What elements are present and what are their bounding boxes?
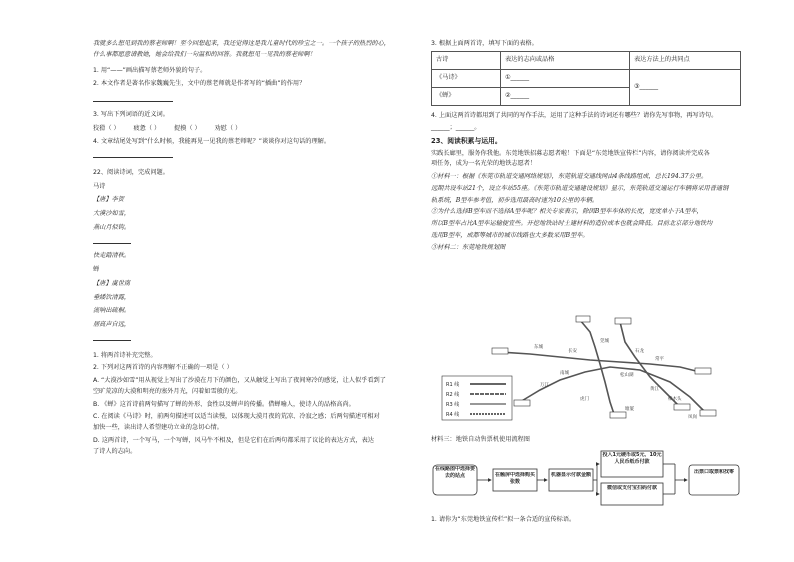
poem1-title: 马诗 — [93, 182, 106, 190]
map-label: 莞城 — [600, 339, 609, 344]
synonym-item: 疲惫（ ） — [133, 124, 161, 132]
map-label: 东城 — [534, 345, 543, 350]
station-marker — [514, 400, 530, 406]
poem-blank[interactable] — [93, 335, 131, 341]
material-line: 轨系统，B型车参考值，初步选用最高时速为10公里的车辆。 — [431, 196, 599, 204]
station-marker — [615, 318, 631, 324]
poem1-author: 【唐】李贺 — [93, 196, 124, 204]
flow-text-wrap — [602, 485, 662, 503]
answer-blank[interactable] — [93, 96, 173, 102]
flow-text-wrap — [434, 466, 476, 494]
poem-blank[interactable] — [93, 238, 131, 244]
legend-label: R3 线 — [446, 402, 460, 408]
option-d-cont: 了诗人的志向。 — [93, 447, 137, 455]
map-label: 万江 — [540, 383, 549, 388]
legend-label: R2 线 — [446, 392, 460, 398]
question-3: 3. 写出下列词语的近义词。 — [93, 110, 169, 118]
question-2: 2. 本文作者是著名作家魏巍先生，文中的蔡老师就是作者写的“插曲”的作用？ — [93, 80, 306, 88]
poem-line: 垂緌饮清露， — [93, 293, 131, 301]
sub-question-1: 1. 将两首诗补充完整。 — [93, 351, 157, 359]
practice-line: 项任务，成为一名光荣的地铁志愿者！ — [431, 160, 537, 168]
answer-line[interactable]: ______；______。 — [431, 123, 481, 131]
material-line: ①材料一：根据《东莞市轨道交通网络规划》，东莞轨道交通线网由4条线路组成，总长194.37公里。 — [431, 173, 708, 181]
poem-line: 居高声自远， — [93, 321, 131, 328]
question-4: 4. 文章结尾处写到“什么时候，我能再见一见我的蔡老师呢？”谈谈你对这句话的理解。 — [93, 138, 331, 146]
flow-text: 在触屏中选择购买张数 — [494, 472, 535, 485]
map-label: 虎门 — [580, 397, 589, 402]
question-3-right: 3. 根据上面两首诗，填写下面的表格。 — [431, 40, 538, 47]
map-label: 南城 — [560, 371, 569, 376]
table-cell[interactable]: ②______ — [501, 87, 630, 105]
right-column — [431, 40, 759, 251]
table-cell: 《蝉》 — [432, 87, 501, 105]
station-marker — [576, 316, 590, 322]
map-label: 松山湖 — [620, 373, 634, 378]
station-marker — [674, 404, 690, 410]
poem2-title: 蝉 — [93, 266, 100, 273]
material-line: 远期共设车站21个，设立车站55座。《东莞市轨道交通建设规划》显示，东莞轨道交通运行车辆将采用普通钢 — [431, 184, 729, 192]
option-a: A. “大漠沙如雪”用从视觉上写出了沙漠在月下的颜色，又从触觉上写出了夜间寒冷的感觉，让人似乎看到了 — [93, 377, 386, 384]
legend-label: R4 线 — [446, 412, 460, 418]
question-1: 1. 用“——”画出描写蔡老师外貌的句子。 — [93, 66, 207, 74]
flow-text: 机器显示付款金额 — [550, 472, 591, 478]
table-header: 古诗 — [432, 51, 501, 69]
material-2-title: ③材料二：东莞地铁规划图 — [431, 243, 506, 251]
map-label: 长安 — [568, 349, 577, 354]
table-cell: 《马诗》 — [432, 69, 501, 87]
material-3-title: 材料三：地铁自动售票机使用流程图 — [431, 436, 530, 443]
poem-line: 流响出疏桐。 — [93, 307, 131, 315]
table-header: 表达方法上的共同点 — [630, 51, 741, 69]
map-label: 黄江 — [650, 387, 659, 392]
section-23-title: 23、阅读积累与运用。 — [431, 137, 502, 146]
option-b: B. 《蝉》这首诗前两句描写了蝉的外形、食性以及蝉声的传播。借蝉喻人，使诗人的品格高尚。 — [93, 400, 355, 408]
sub-question-1-right: 1. 请你为“东莞地铁宣传栏”拟一条合适的宣传标语。 — [431, 516, 576, 523]
station-marker — [700, 410, 716, 416]
station-marker — [492, 348, 508, 354]
material-line: 所以B型车占比A型车运输便宜些。开挖地铁站时土建材料的造价成本也就会降低。目前北京部分地铁均 — [431, 220, 713, 228]
legend-label: R1 线 — [446, 382, 460, 388]
map-label: 樟木头 — [668, 397, 682, 402]
material-line: ②为什么选择B型车而不选择A型车呢？相关专家表示，除因B型车车体的长度，宽度单小于A型车， — [431, 208, 703, 216]
map-label: 塘厦 — [625, 407, 634, 412]
metro-map — [440, 312, 760, 424]
option-a-cont: 空旷荒凉的大漠和明亮的塞外月光，闪着如雪般的光。 — [93, 387, 242, 395]
question-4-right: 4. 上面这两首诗都用到了共同的写作手法，运用了这种手法的诗词还有哪些？请你先写事物，再写诗句。 — [431, 111, 718, 119]
map-label: 常平 — [655, 357, 664, 362]
synonym-item: 劝慰（ ） — [214, 124, 242, 132]
poem-line: 燕山月似钩。 — [93, 223, 131, 231]
flow-text-wrap — [690, 469, 738, 493]
flow-text-wrap — [494, 472, 536, 490]
intro-line: 什么事都愿意请教她，她会给我们一句温和的回答。我就想见一见我的蔡老师啊！ — [93, 50, 316, 58]
flow-text-wrap — [602, 452, 662, 476]
answer-blank[interactable] — [93, 152, 173, 158]
table-header: 表达的志向或品格 — [501, 51, 630, 69]
practice-line: 实践长廊里，服务你我他。东莞地铁招募志愿者啦！下面是“东莞地铁宣传栏”内容，请你阅读并完成各 — [431, 149, 710, 157]
poem-line: 快走踏清秋。 — [93, 252, 131, 260]
flow-text-wrap — [550, 472, 592, 490]
station-marker — [610, 412, 626, 418]
synonym-row — [93, 125, 411, 133]
option-c-cont: 加快一些，读出诗人希望建功立业的急切心情。 — [93, 424, 223, 431]
flow-text: 出票口取票和找零 — [693, 469, 734, 475]
flow-text: 微信或支付宝扫码付款 — [606, 485, 657, 491]
table-cell[interactable]: ①______ — [501, 69, 630, 87]
sub-question-2: 2. 下列对这两首诗的内容理解不正确的一项是（ ） — [93, 364, 233, 372]
material-line: 选用B型车，成都等城市的城市线路也大多数采用B型车。 — [431, 231, 589, 239]
station-marker — [695, 368, 711, 374]
synonym-item: 捉摸（ ） — [174, 124, 201, 132]
option-d: D. 这两首诗，一个写马，一个写蝉，风马牛不相及，但是它们在后两句都采用了议论的表达方式，表达 — [93, 436, 374, 444]
section-22-title: 22、阅读诗词，完成问题。 — [93, 168, 169, 176]
ticket-flowchart — [431, 447, 761, 509]
left-column — [93, 40, 411, 455]
map-label: 凤岗 — [688, 415, 697, 420]
synonym-item: 狡猾（ ） — [93, 124, 120, 132]
flow-text: 在线路图中选择要去的站点 — [434, 466, 475, 479]
map-label: 石龙 — [635, 349, 644, 354]
table-cell[interactable]: ③______ — [630, 69, 741, 105]
poem2-author: 【唐】虞世南 — [93, 279, 131, 287]
poem-table — [431, 51, 741, 106]
poem-line: 大漠沙如雪， — [93, 210, 131, 217]
intro-line: 我就多么想见到我的蔡老师啊！至今回想起来，我还觉得这是我儿童时代的珍宝之一。一个孩子的热烈的心， — [93, 40, 390, 47]
option-c: C. 在阅读《马诗》时，前两句描述可以适当读慢，以体现大漠月夜的荒凉、冷寂之感；后两句描述可相对 — [93, 413, 380, 421]
flow-text: 投入1元硬币或5元、10元人民币纸币付款 — [602, 452, 662, 465]
